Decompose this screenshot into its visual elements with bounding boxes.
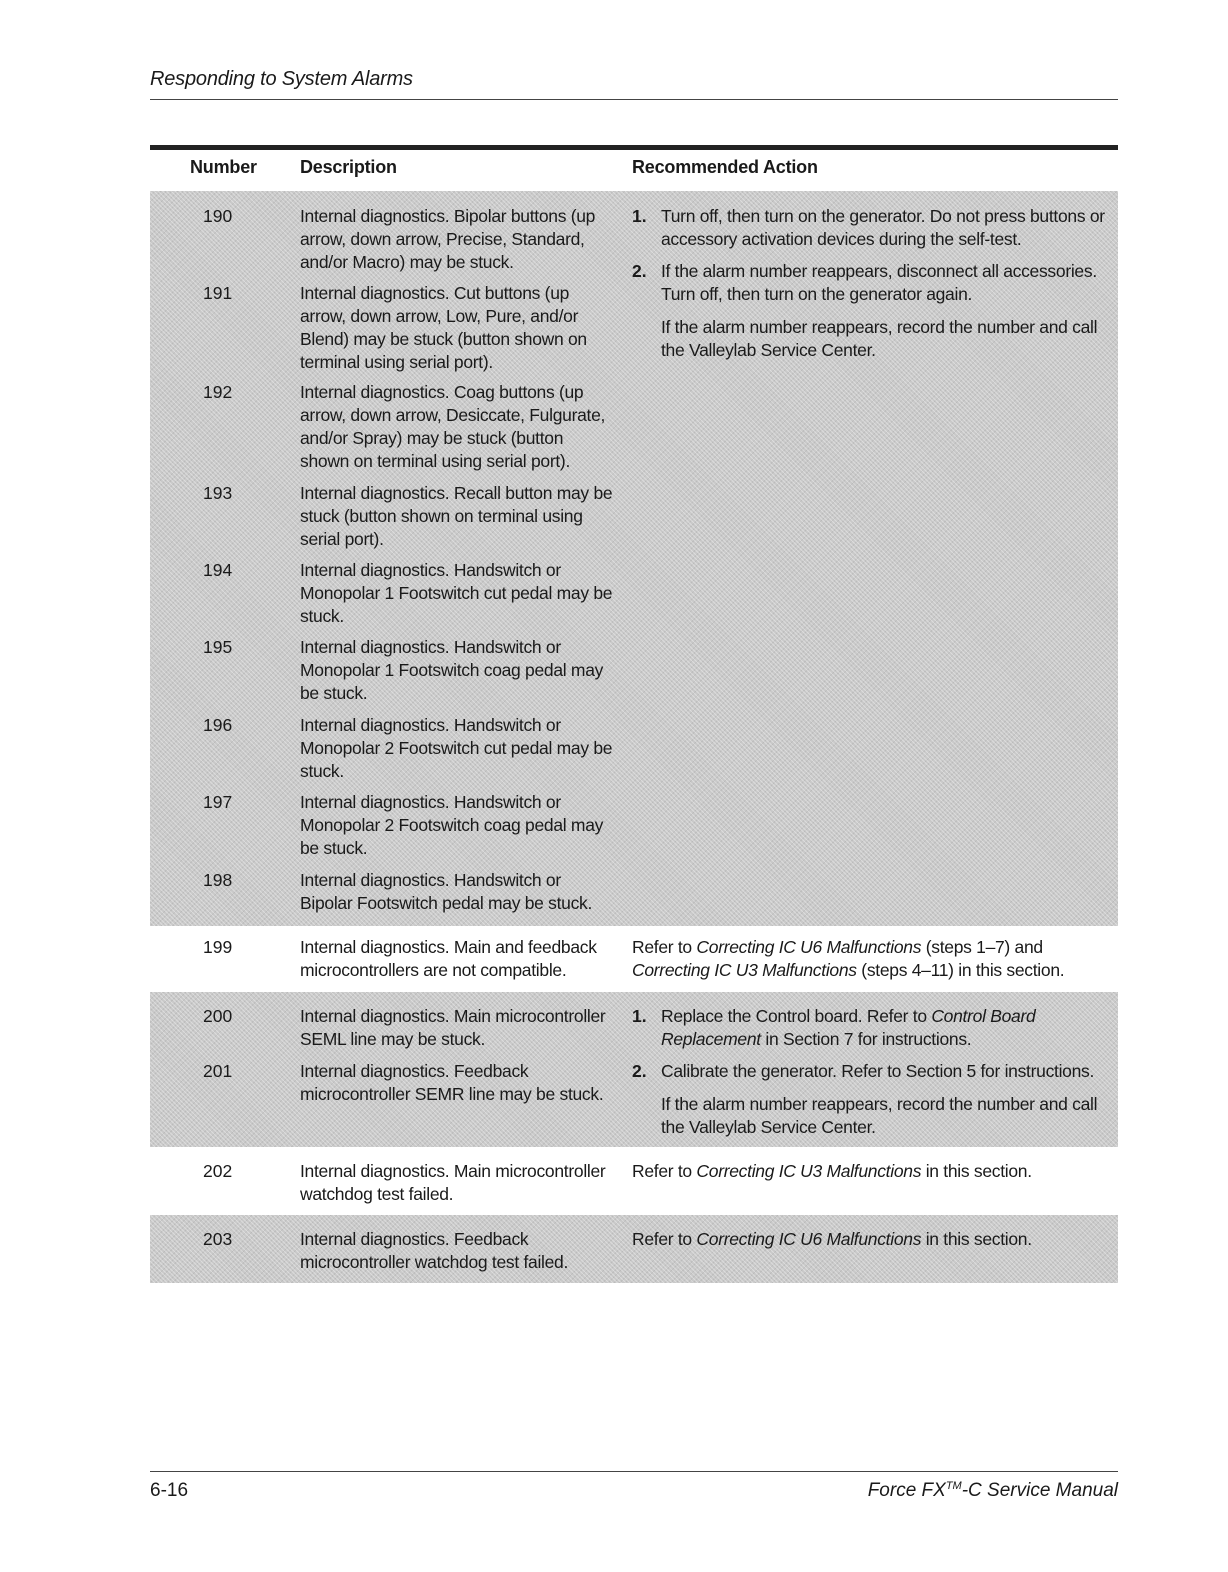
alarm-number-202: 202 xyxy=(203,1161,233,1181)
alarm-description-193: Internal diagnostics. Recall button may be stuck (button shown on terminal using serial port). xyxy=(300,483,613,549)
action-step-number: 1. xyxy=(632,1006,647,1026)
alarm-description-194: Internal diagnostics. Handswitch or Monopolar 1 Footswitch cut pedal may be stuck. xyxy=(300,560,613,626)
alarm-description-199: Internal diagnostics. Main and feedback microcontrollers are not compatible. xyxy=(300,937,597,980)
alarm-description-190: Internal diagnostics. Bipolar buttons (up arrow, down arrow, Precise, Standard, and/or Macro) may be stuck. xyxy=(300,206,596,272)
page-header-title: Responding to System Alarms xyxy=(150,68,413,90)
section-reference-link: Correcting IC U6 Malfunctions xyxy=(696,1229,922,1249)
header-divider xyxy=(150,99,1118,100)
table-top-rule xyxy=(150,145,1118,150)
alarm-description-195: Internal diagnostics. Handswitch or Monopolar 1 Footswitch coag pedal may be stuck. xyxy=(300,637,604,703)
action-step-note: If the alarm number reappears, record the number and call the Valleylab Service Center. xyxy=(661,1094,1098,1137)
footer-divider xyxy=(150,1471,1118,1472)
alarm-description-192: Internal diagnostics. Coag buttons (up arrow, down arrow, Desiccate, Fulgurate, and/or Spray) may be stuck (button shown on terminal using serial port). xyxy=(300,382,606,471)
alarm-description-196: Internal diagnostics. Handswitch or Monopolar 2 Footswitch cut pedal may be stuck. xyxy=(300,715,613,781)
alarm-description-200: Internal diagnostics. Main microcontroller SEML line may be stuck. xyxy=(300,1006,606,1049)
manual-title: Force FX™-C Service Manual xyxy=(867,1480,1118,1501)
action-step-text: Calibrate the generator. Refer to Section 5 for instructions. xyxy=(661,1061,1095,1081)
alarm-description-201: Internal diagnostics. Feedback microcontroller SEMR line may be stuck. xyxy=(300,1061,604,1104)
alarm-action-202: Refer to Correcting IC U3 Malfunctions in this section. xyxy=(632,1161,1032,1181)
alarm-number-197: 197 xyxy=(203,792,233,812)
action-step-number: 1. xyxy=(632,206,647,226)
column-header-description: Description xyxy=(300,157,397,177)
section-reference-link: Correcting IC U3 Malfunctions xyxy=(632,960,857,980)
alarm-number-199: 199 xyxy=(203,937,233,957)
action-step-text: Replace the Control board. Refer to Control Board Replacement in Section 7 for instructions. xyxy=(661,1006,1036,1049)
page-number: 6-16 xyxy=(150,1480,189,1501)
action-step-number: 2. xyxy=(632,261,647,281)
alarm-number-194: 194 xyxy=(203,560,233,580)
alarm-number-191: 191 xyxy=(203,283,233,303)
section-reference-link: Correcting IC U3 Malfunctions xyxy=(696,1161,922,1181)
alarm-action-203: Refer to Correcting IC U6 Malfunctions in this section. xyxy=(632,1229,1032,1249)
alarm-number-198: 198 xyxy=(203,870,233,890)
alarm-description-202: Internal diagnostics. Main microcontroller watchdog test failed. xyxy=(300,1161,606,1204)
alarm-description-191: Internal diagnostics. Cut buttons (up arrow, down arrow, Low, Pure, and/or Blend) may be stuck (button shown on terminal using serial port). xyxy=(300,283,587,372)
alarm-number-201: 201 xyxy=(203,1061,233,1081)
alarm-number-195: 195 xyxy=(203,637,233,657)
alarm-description-198: Internal diagnostics. Handswitch or Bipolar Footswitch pedal may be stuck. xyxy=(300,870,593,913)
alarm-number-196: 196 xyxy=(203,715,233,735)
trademark-mark: TM xyxy=(945,1480,962,1492)
section-reference-link: Control Board Replacement xyxy=(661,1006,1036,1049)
column-header-action: Recommended Action xyxy=(632,157,818,177)
column-header-number: Number xyxy=(190,157,257,177)
alarm-description-197: Internal diagnostics. Handswitch or Monopolar 2 Footswitch coag pedal may be stuck. xyxy=(300,792,604,858)
section-reference-link: Correcting IC U6 Malfunctions xyxy=(696,937,922,957)
action-step-note: If the alarm number reappears, record the number and call the Valleylab Service Center. xyxy=(661,317,1098,360)
alarm-number-190: 190 xyxy=(203,206,233,226)
action-step-text: Turn off, then turn on the generator. Do not press buttons or accessory activation devices during the self-test. xyxy=(661,206,1105,249)
alarm-number-200: 200 xyxy=(203,1006,233,1026)
alarm-description-203: Internal diagnostics. Feedback microcontroller watchdog test failed. xyxy=(300,1229,569,1272)
action-step-text: If the alarm number reappears, disconnect all accessories. Turn off, then turn on the generator again. xyxy=(661,261,1097,304)
alarm-number-193: 193 xyxy=(203,483,233,503)
alarm-number-192: 192 xyxy=(203,382,233,402)
alarm-action-199: Refer to Correcting IC U6 Malfunctions (steps 1–7) and Correcting IC U3 Malfunctions (steps 4–11) in this section. xyxy=(632,937,1065,980)
action-step-number: 2. xyxy=(632,1061,647,1081)
alarm-number-203: 203 xyxy=(203,1229,233,1249)
